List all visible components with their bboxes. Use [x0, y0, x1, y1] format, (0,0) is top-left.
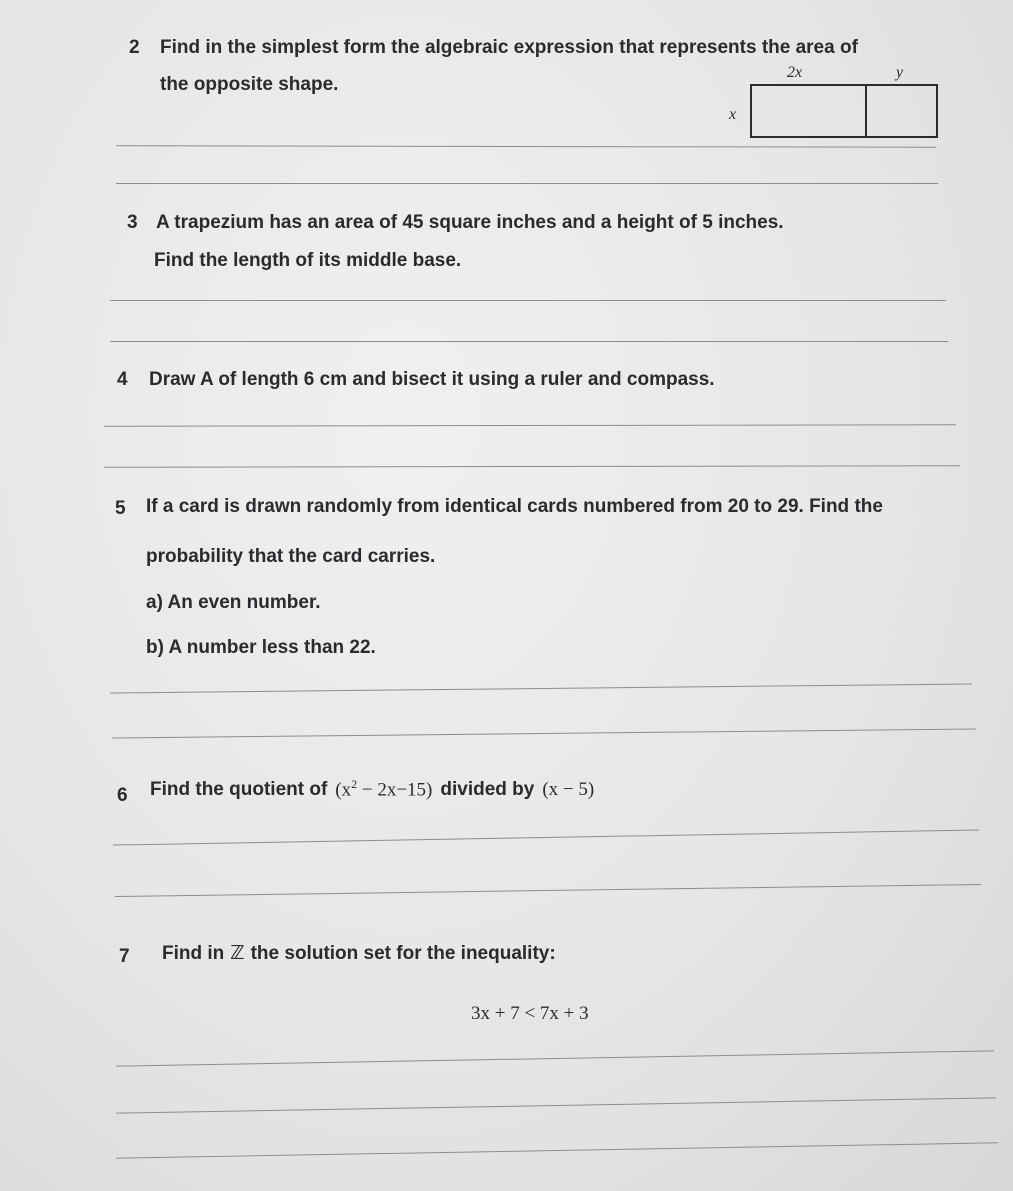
answer-line: [104, 465, 960, 467]
question-6-text-before: Find the quotient of: [150, 779, 328, 801]
question-3-text-line1: A trapezium has an area of 45 square inches and a height of 5 inches.: [156, 212, 784, 233]
question-6-text-mid: divided by: [440, 779, 535, 801]
diagram-label-y: y: [896, 64, 904, 81]
question-6-expression-2: (x − 5): [542, 779, 595, 801]
diagram-label-x: x: [729, 106, 737, 123]
question-7-text-before: Find in: [162, 943, 225, 964]
expr1-open: (x: [335, 779, 352, 801]
integers-symbol: ℤ: [230, 942, 245, 964]
question-7-number: 7: [119, 946, 130, 967]
question-7-text-after: the solution set for the inequality:: [250, 943, 556, 964]
diagram-label-2x: 2x: [787, 64, 803, 81]
outer-rectangle: [751, 85, 937, 137]
inequality-expression: 3x + 7 < 7x + 3: [471, 1003, 589, 1024]
answer-line: [110, 341, 948, 342]
question-2-number: 2: [129, 37, 140, 58]
expr1-rest: − 2x−15): [357, 779, 433, 801]
answer-line: [116, 183, 938, 184]
answer-line: [116, 1142, 998, 1158]
question-2-text-line1: Find in the simplest form the algebraic expression that represents the area of: [160, 37, 858, 58]
expr1-exponent: 2: [351, 777, 358, 791]
answer-line: [115, 884, 981, 897]
question-3-number: 3: [127, 212, 138, 233]
question-5-part-a: a) An even number.: [146, 592, 321, 613]
question-4-text-line1: Draw A of length 6 cm and bisect it using a ruler and compass.: [149, 369, 715, 390]
question-5-number: 5: [115, 498, 126, 519]
question-2-text-line2: the opposite shape.: [160, 74, 339, 95]
answer-line: [104, 424, 956, 426]
question-3-text-line2: Find the length of its middle base.: [154, 250, 462, 271]
question-5-text-line1: If a card is drawn randomly from identical cards numbered from 20 to 29. Find the: [146, 496, 883, 517]
question-6-number: 6: [117, 785, 128, 806]
answer-line: [116, 1050, 994, 1066]
rectangle-diagram: [750, 84, 940, 140]
question-5-text-line2: probability that the card carries.: [146, 546, 436, 567]
answer-line: [116, 145, 936, 147]
question-5-part-b: b) A number less than 22.: [146, 637, 376, 658]
answer-line: [110, 683, 972, 693]
question-7-text: [162, 942, 556, 965]
question-6-text: [150, 777, 594, 811]
question-6-expression-1: [335, 777, 432, 801]
answer-line: [113, 829, 979, 845]
answer-line: [116, 1097, 996, 1113]
answer-line: [112, 728, 976, 738]
question-4-number: 4: [117, 369, 128, 390]
answer-line: [110, 300, 946, 301]
